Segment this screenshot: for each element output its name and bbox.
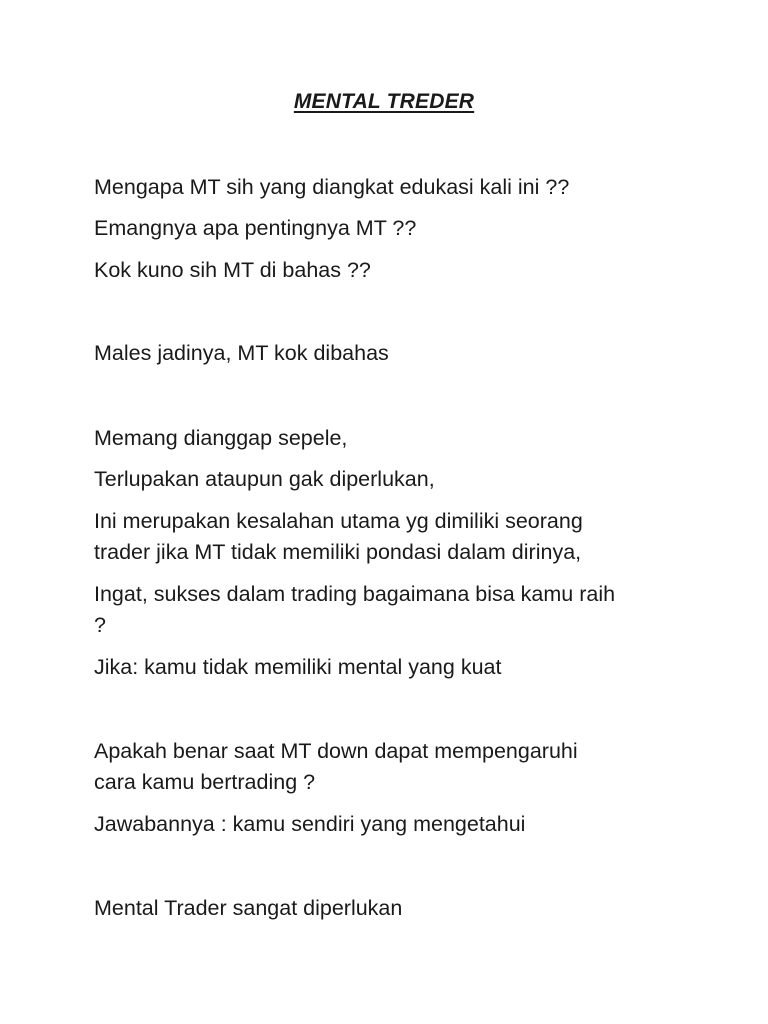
paragraph-line: Ini merupakan kesalahan utama yg dimiliki seorang	[94, 509, 583, 533]
paragraph-line: ?	[94, 613, 106, 637]
paragraph-line: Terlupakan ataupun gak diperlukan,	[94, 467, 435, 491]
paragraph-line: Ingat, sukses dalam trading bagaimana bisa kamu raih	[94, 582, 616, 606]
paragraph-line: Mental Trader sangat diperlukan	[94, 896, 403, 920]
paragraph-line: Mengapa MT sih yang diangkat edukasi kali ini ??	[94, 175, 570, 199]
paragraph-line: Jika: kamu tidak memiliki mental yang kuat	[94, 655, 502, 679]
paragraph-line: trader jika MT tidak memiliki pondasi dalam dirinya,	[94, 540, 582, 564]
paragraph-line: Memang dianggap sepele,	[94, 426, 348, 450]
paragraph-line: Males jadinya, MT kok dibahas	[94, 341, 389, 365]
paragraph-line: cara kamu bertrading ?	[94, 770, 316, 794]
paragraph-line: Emangnya apa pentingnya MT ??	[94, 216, 417, 240]
paragraph-line: Jawabannya : kamu sendiri yang mengetahui	[94, 812, 526, 836]
document-title: MENTAL TREDER	[293, 90, 475, 113]
paragraph-line: Apakah benar saat MT down dapat mempengaruhi	[94, 739, 578, 763]
paragraph-line: Kok kuno sih MT di bahas ??	[94, 258, 371, 282]
